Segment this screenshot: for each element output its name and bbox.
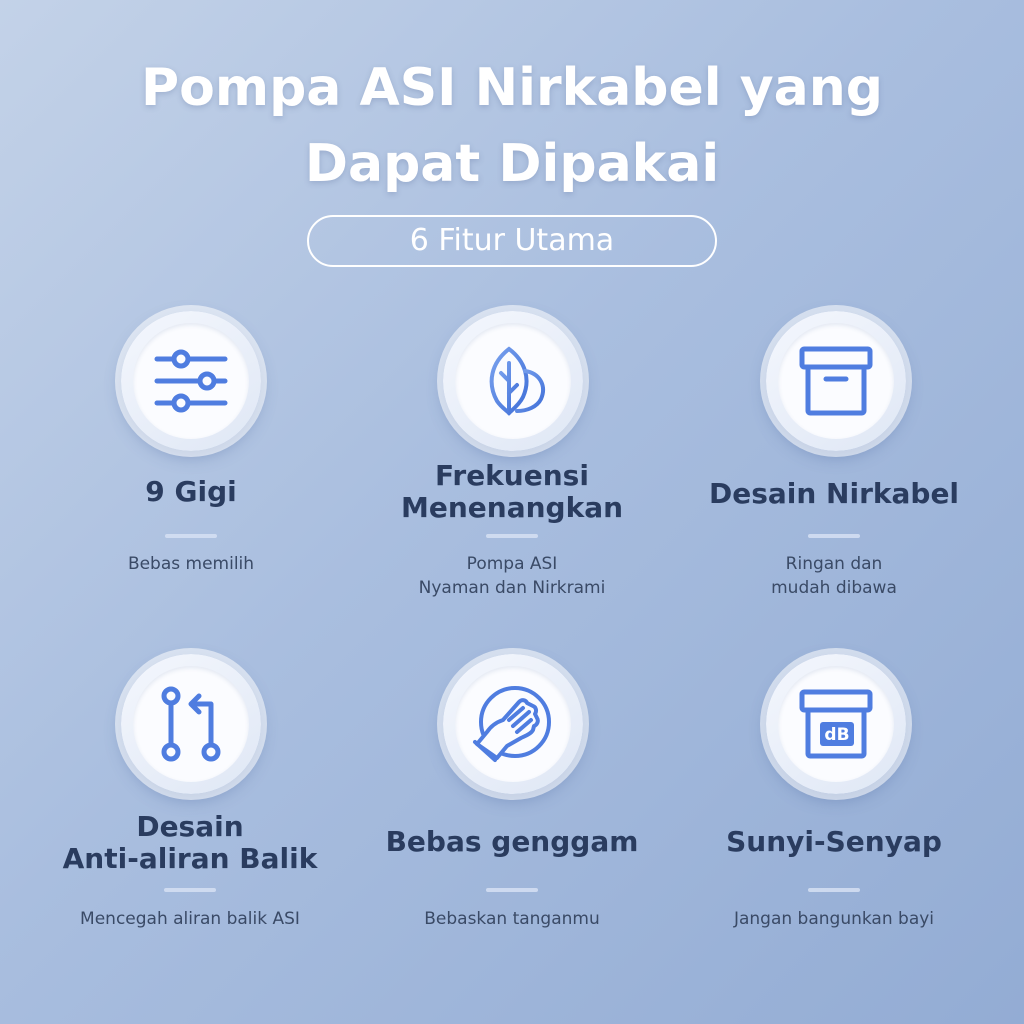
archive-box-icon [796, 341, 876, 421]
feature-desc: Bebas memilih [127, 554, 255, 574]
feature-icon-circle [766, 654, 906, 794]
feature-desc: Pompa ASI Nyaman dan Nirkrami [418, 554, 606, 598]
leaf-icon [473, 341, 553, 421]
features-badge: 6 Fitur Utama [307, 215, 717, 267]
feature-heading: Bebas genggam [385, 825, 639, 858]
title-line-2: Dapat Dipakai [304, 134, 720, 194]
feature-desc: Bebaskan tanganmu [424, 909, 600, 929]
sliders-icon [151, 341, 231, 421]
feature-heading: Sunyi-Senyap [726, 825, 942, 858]
hand-free-icon [471, 682, 555, 766]
feature-icon-circle [121, 311, 261, 451]
backflow-arrows-icon [151, 684, 231, 764]
divider [486, 888, 538, 892]
feature-desc: Ringan dan mudah dibawa [771, 554, 897, 598]
page-title [0, 50, 1024, 202]
feature-desc: Jangan bangunkan bayi [733, 909, 935, 929]
divider [486, 534, 538, 538]
decibel-label: dB [824, 725, 850, 745]
feature-heading: Desain Nirkabel [708, 477, 960, 510]
feature-icon-circle [443, 654, 583, 794]
feature-desc: Mencegah aliran balik ASI [80, 909, 300, 929]
divider [808, 888, 860, 892]
title-line-1: Pompa ASI Nirkabel yang [141, 58, 883, 118]
feature-heading: Frekuensi Menenangkan [400, 459, 624, 524]
divider [808, 534, 860, 538]
divider [164, 888, 216, 892]
divider [165, 534, 217, 538]
decibel-icon [796, 684, 876, 764]
feature-heading: 9 Gigi [145, 475, 237, 508]
feature-icon-circle [443, 311, 583, 451]
feature-heading: Desain Anti-aliran Balik [62, 810, 318, 875]
feature-icon-circle [766, 311, 906, 451]
feature-icon-circle [121, 654, 261, 794]
